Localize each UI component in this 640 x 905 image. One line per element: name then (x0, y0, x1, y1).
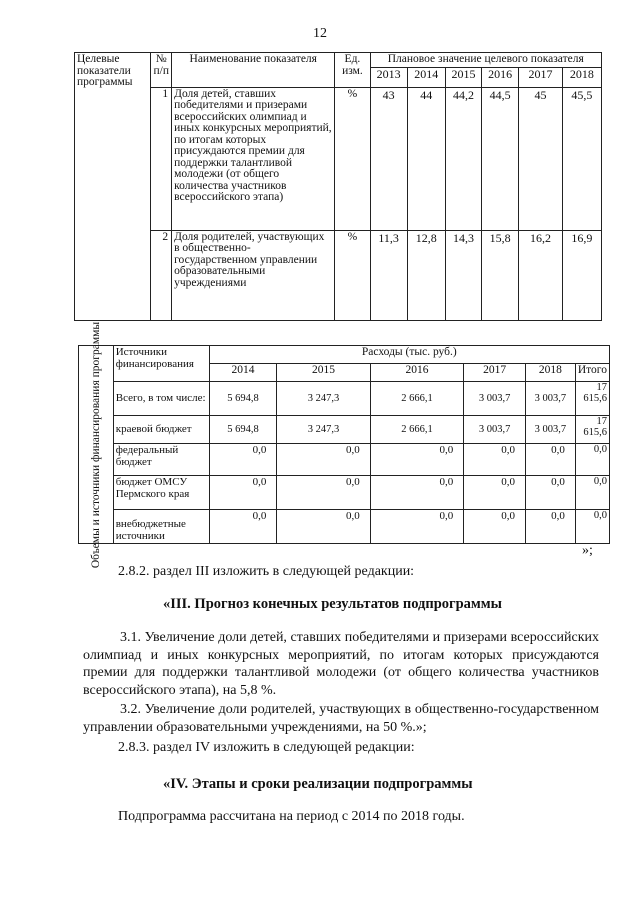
year-header: 2013 (370, 67, 407, 87)
expense-value: 3 003,7 (526, 416, 576, 444)
paragraph-2-8-2: 2.8.2. раздел III изложить в следующей редакции: (118, 564, 415, 579)
indicator-value: 45,5 (562, 87, 601, 230)
source-label: федеральный бюджет (113, 444, 209, 476)
expense-value: 3 247,3 (277, 416, 370, 444)
indicator-unit: % (335, 230, 370, 320)
expense-value: 3 003,7 (464, 416, 526, 444)
expense-total: 17 615,6 (575, 382, 609, 416)
expense-total: 17 615,6 (575, 416, 609, 444)
expense-value: 0,0 (209, 510, 277, 544)
expense-value: 2 666,1 (370, 382, 463, 416)
section-heading-iii: «III. Прогноз конечных результатов подпрограммы (163, 596, 503, 612)
year-header: 2017 (519, 67, 562, 87)
indicator-value: 43 (370, 87, 407, 230)
expense-total: 0,0 (575, 476, 609, 510)
source-label: Всего, в том числе: (113, 382, 209, 416)
expense-value: 0,0 (464, 444, 526, 476)
indicator-value: 44 (407, 87, 445, 230)
year-header: 2015 (445, 67, 481, 87)
expense-value: 0,0 (277, 444, 370, 476)
financing-table (78, 321, 610, 568)
vertical-header-text: Объемы и источники финансирования программы (89, 321, 102, 568)
header-indicator-name: Наименование показателя (172, 53, 335, 88)
indicator-value: 16,9 (562, 230, 601, 320)
source-label: бюджет ОМСУ Пермского края (113, 476, 209, 510)
table-row (79, 476, 610, 510)
table-header-row (75, 53, 602, 68)
year-header: 2016 (482, 67, 519, 87)
table-row (79, 510, 610, 544)
year-header: 2014 (209, 364, 277, 382)
expense-value: 3 003,7 (526, 382, 576, 416)
section-heading-iv: «IV. Этапы и сроки реализации подпрограммы (163, 776, 473, 792)
expense-value: 0,0 (526, 444, 576, 476)
table-row (75, 87, 602, 230)
page-number: 12 (313, 26, 327, 41)
row-number: 1 (151, 87, 172, 230)
expense-value: 3 247,3 (277, 382, 370, 416)
header-target-indicators: Целевые показатели программы (75, 53, 151, 321)
expense-value: 0,0 (464, 510, 526, 544)
expense-value: 3 003,7 (464, 382, 526, 416)
expense-total: 0,0 (575, 510, 609, 544)
total-header: Итого (575, 364, 609, 382)
expense-value: 0,0 (370, 476, 463, 510)
indicator-value: 16,2 (519, 230, 562, 320)
table-row (79, 416, 610, 444)
indicator-name: Доля родителей, участвующих в общественно-государственном управлении образовательными учреждениями (172, 230, 335, 320)
table-header-row (79, 346, 610, 364)
expense-value: 0,0 (209, 476, 277, 510)
indicator-name: Доля детей, ставших победителями и призерами всероссийских олимпиад и иных конкурсных мероприятий, по итогам которых присуждаются премии для поддержки талантливой молодежи (от общего количества участников всероссийского этапа) (172, 87, 335, 230)
header-planned-value: Плановое значение целевого показателя (370, 53, 602, 68)
indicator-unit: % (335, 87, 370, 230)
indicator-value: 44,2 (445, 87, 481, 230)
indicator-value: 14,3 (445, 230, 481, 320)
expense-value: 5 694,8 (209, 382, 277, 416)
year-header: 2014 (407, 67, 445, 87)
target-indicators-table (74, 52, 602, 321)
expense-value: 0,0 (277, 476, 370, 510)
table-row (75, 230, 602, 320)
table-row (79, 444, 610, 476)
indicator-value: 45 (519, 87, 562, 230)
year-header: 2017 (464, 364, 526, 382)
year-header: 2018 (526, 364, 576, 382)
expense-value: 0,0 (209, 444, 277, 476)
year-header: 2016 (370, 364, 463, 382)
header-unit: Ед. изм. (335, 53, 370, 88)
year-header: 2015 (277, 364, 370, 382)
expense-value: 2 666,1 (370, 416, 463, 444)
row-number: 2 (151, 230, 172, 320)
table-row (79, 382, 610, 416)
header-number: № п/п (151, 53, 172, 88)
quote-closer: »; (582, 543, 593, 558)
source-label: краевой бюджет (113, 416, 209, 444)
indicator-value: 15,8 (482, 230, 519, 320)
year-header: 2018 (562, 67, 601, 87)
expense-value: 5 694,8 (209, 416, 277, 444)
indicator-value: 11,3 (370, 230, 407, 320)
vertical-header-financing (79, 321, 114, 568)
expense-value: 0,0 (370, 510, 463, 544)
expense-value: 0,0 (370, 444, 463, 476)
header-expenses: Расходы (тыс. руб.) (209, 346, 609, 364)
header-financing-sources: Источники финансирования (113, 346, 209, 382)
paragraph-period: Подпрограмма рассчитана на период с 2014 по 2018 годы. (118, 809, 465, 824)
expense-value: 0,0 (526, 510, 576, 544)
expense-total: 0,0 (575, 444, 609, 476)
paragraph-2-8-3: 2.8.3. раздел IV изложить в следующей редакции: (118, 740, 415, 755)
indicator-value: 12,8 (407, 230, 445, 320)
paragraph-3-1: 3.1. Увеличение доли детей, ставших победителями и призерами всероссийских олимпиад и иных конкурсных мероприятий, по итогам которых присуждаются премии для поддержки талантливой молодежи (от общего количества участников всероссийского этапа), на 5,8 %. (83, 630, 599, 698)
expense-value: 0,0 (277, 510, 370, 544)
expense-value: 0,0 (464, 476, 526, 510)
paragraph-3-2: 3.2. Увеличение доли родителей, участвующих в общественно-государственном управлении образовательными учреждениями, на 50 %.»; (83, 702, 599, 735)
expense-value: 0,0 (526, 476, 576, 510)
source-label: внебюджетные источники (113, 510, 209, 544)
indicator-value: 44,5 (482, 87, 519, 230)
